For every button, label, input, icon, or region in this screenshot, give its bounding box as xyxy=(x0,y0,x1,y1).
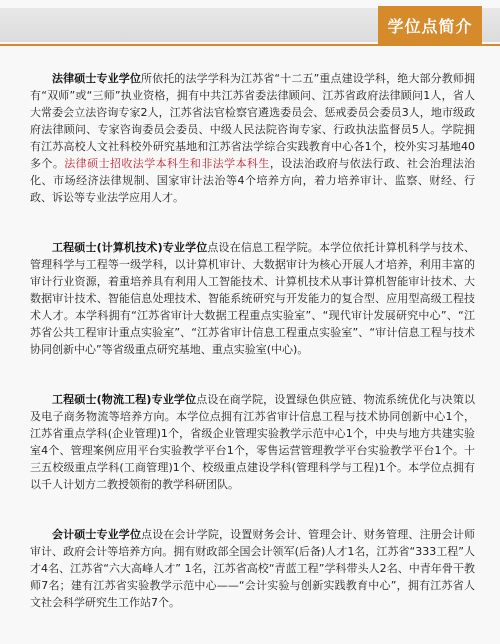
section-body: 点设在商学院，设置绿色供应链、物流系统优化与决策以及电子商务物流等培养方向。本学位点拥有江苏省审计信息工程与技术协同创新中心1个，江苏省重点学科(企业管理)1个，省级企业管理实验教学示范中心1个，中央与地方共建实验室4个、管理案例应用平台实验教学平台1个，零售运营管理教学平台实验教学平台1个。十三五校级重点学科(工商管理)1个、校级重点建设学科(管理科学与工程)1个。本学位点拥有以千人计划方二教授领衔的教学科研团队。 xyxy=(30,393,475,491)
section-heading: 法律硕士专业学位 xyxy=(52,72,141,85)
section-heading: 工程硕士(物流工程)专业学位 xyxy=(52,393,197,406)
section-body-tail: ，设法治政府与依法行政、社会治理法治化、市场经济法律规制、国家审计法治等4个培养方向，着力培养审计、监察、财经、行政、诉讼等专业法学应用人才。 xyxy=(30,157,476,204)
section-body: 点设在信息工程学院。本学位依托计算机科学与技术、管理科学与工程等一级学科，以计算机审计、大数据审计为核心开展人才培养，利用丰富的审计行业资源，着重培养具有利用人工智能技术、计算机技术从事计算机智能审计技术、大数据审计技术、智能信息处理技术、智能系统研究与开发能力的复合型、应用型高级工程技术人才。本学科拥有“江苏省审计大数据工程重点实验室”、“现代审计发展研究中心”、“江苏省公共工程审计重点实验室”、“江苏省审计信息工程重点实验室”、“审计信息工程与技术协同创新中心”等省级重点研究基地、重点实验室(中心)。 xyxy=(30,241,475,356)
page-title: 学位点简介 xyxy=(378,6,482,44)
section-body: 点设在会计学院，设置财务会计、管理会计、财务管理、注册会计师审计、政府会计等培养方向。拥有财政部全国会计领军(后备)人才1名，江苏省“333工程”人才4名、江苏省“六大高峰人才” 1名，江苏省高校“青蓝工程”学科带头人2名、中青年骨干教师7名；建有江苏省实验教学示范中心——“会计实验与创新实践教育中心”，拥有江苏省人文社会科学研究生工作站7个。 xyxy=(30,528,476,609)
cs-engineering-paragraph xyxy=(30,239,475,358)
section-heading: 工程硕士(计算机技术)专业学位 xyxy=(52,241,208,254)
section-heading: 会计硕士专业学位 xyxy=(52,528,142,541)
logistics-engineering-paragraph xyxy=(30,391,475,493)
main-content xyxy=(30,70,475,644)
header-divider xyxy=(0,44,500,46)
accounting-master-paragraph xyxy=(30,526,475,611)
law-master-paragraph xyxy=(30,70,475,206)
section-body: 所依托的法学学科为江苏省“十二五”重点建设学科，绝大部分教师拥有“双师”或“三师”执业资格，拥有中共江苏省委法律顾问、江苏省政府法律顾问1人，省人大常委会立法咨询专家2人，江苏省法官检察官遴选委员会、惩戒委员会委员3人，地市级政府法律顾问、专家咨询委员会委员、中级人民法院咨询专家、行政执法监督员5人。学院拥有江苏高校人文社科校外研究基地和江苏省法学综合实践教育中心各1个，校外实习基地40多个。 xyxy=(30,72,475,170)
section-header xyxy=(0,0,500,48)
highlight-text: 法律硕士招收法学本科生和非法学本科生 xyxy=(64,157,270,170)
